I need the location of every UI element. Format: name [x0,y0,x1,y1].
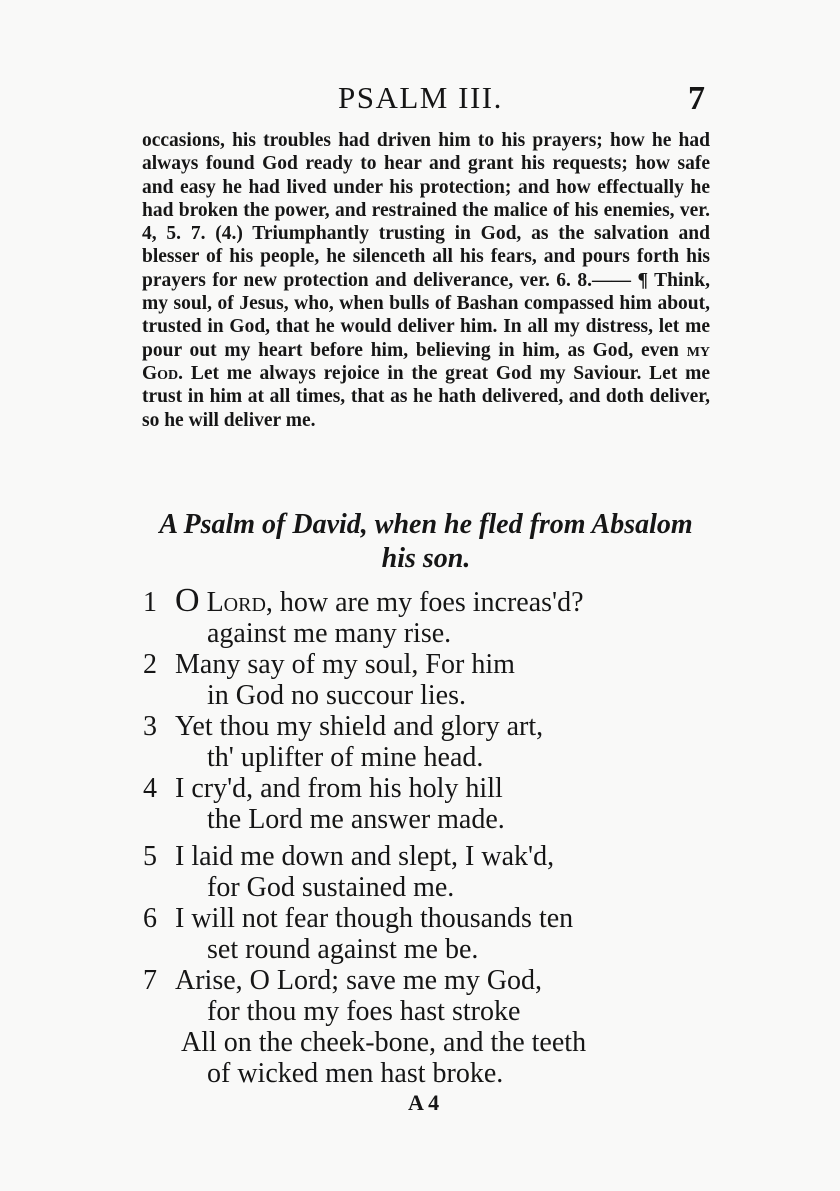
verse-line: in God no succour lies. [207,680,466,711]
psalm-heading [142,508,710,576]
psalm-heading-line1: A Psalm of David, when he fled from Absalom [159,509,693,540]
verse-initial-o: O [175,582,200,619]
verse-line [143,711,703,742]
running-title: PSALM III. [338,80,503,115]
argument-text-part2: Let me always rejoice in the great God my Saviour. Let me trust in him at all times, that as he hath delivered, and doth deliver, so he will deliver me. [142,362,711,431]
verse-line [143,582,703,619]
verse-line [143,903,703,934]
verse-line-text: I will not fear though thousands ten [175,903,574,934]
verse-line: th' uplifter of mine head. [207,742,484,773]
psalm-heading-line2: his son. [381,543,471,574]
verse-1 [143,582,703,649]
psalm-verses [143,582,703,1089]
argument-paragraph [142,129,710,432]
verse-line: set round against me be. [207,934,479,965]
verse-6 [143,903,703,965]
verse-line [143,649,703,680]
verse-line: All on the cheek-bone, and the teeth [181,1027,587,1058]
verse-line-text: I laid me down and slept, I wak'd, [175,841,555,872]
verse-number: 7 [143,965,157,996]
verse-4 [143,773,703,835]
signature-mark: A 4 [408,1090,440,1115]
verse-3 [143,711,703,773]
verse-line-text: Arise, O Lord; save me my God, [175,965,543,996]
page-number: 7 [688,80,705,117]
running-head [0,80,840,120]
verse-2 [143,649,703,711]
verse-number: 5 [143,841,157,872]
verse-line: of wicked men hast broke. [207,1058,504,1089]
argument-my-god: my God. [142,339,711,384]
verse-line [143,965,703,996]
verse-line: for God sustained me. [207,872,455,903]
verse-number: 2 [143,649,157,680]
verse-number: 6 [143,903,157,934]
verse-line [143,773,703,804]
verse-number: 1 [143,587,157,618]
verse-line: against me many rise. [207,618,452,649]
verse-line: the Lord me answer made. [207,804,505,835]
verse-line-text: how are my foes increas'd? [279,587,584,618]
verse-number: 3 [143,711,157,742]
argument-text-part1: occasions, his troubles had driven him to his prayers; how he had always found God ready to hear and grant his requests; how safe and easy he had lived under his protection; and how effectually he had broken the power, and restrained the malice of his enemies, ver. 4, 5. 7. (4.) Triumphantly trusting in God, as the salvation and blesser of his people, he silenceth all his fears, and pours forth his prayers for new protection and deliverance, ver. 6. 8.—— ¶ Think, my soul, of Jesus, who, when bulls of Bashan compassed him about, trusted in God, that he would deliver him. In all my distress, let me pour out my heart before him, believing in him, as God, even [142,130,710,361]
verse-5 [143,841,703,903]
verse-lord: Lord, [206,587,273,618]
verse-number: 4 [143,773,157,804]
verse-line [143,841,703,872]
verse-line-text: I cry'd, and from his holy hill [175,773,503,804]
verse-line-text: Yet thou my shield and glory art, [175,711,544,742]
verse-line: for thou my foes hast stroke [207,996,521,1027]
verse-line-text: Many say of my soul, For him [175,649,515,680]
verse-7 [143,965,703,1089]
